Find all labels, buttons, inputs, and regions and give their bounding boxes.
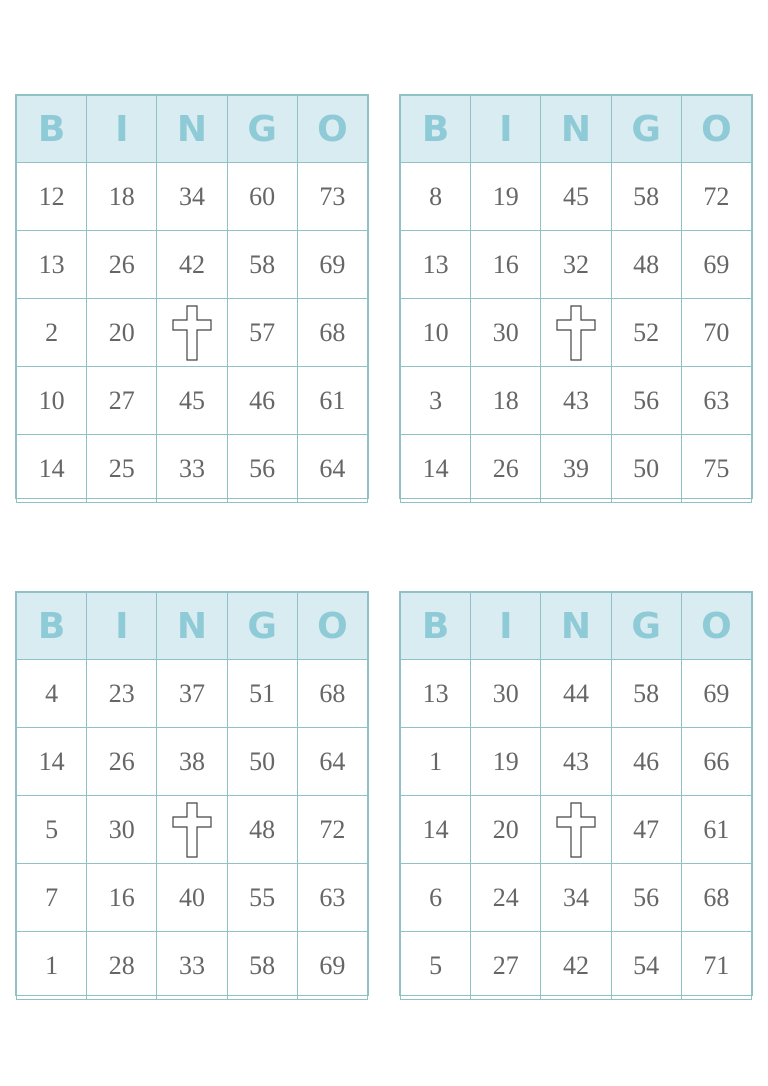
bingo-header-letter: G	[611, 593, 681, 660]
bingo-header-row	[401, 96, 752, 163]
bingo-row	[401, 231, 752, 299]
bingo-header-letter: O	[681, 593, 751, 660]
number-cell[interactable]: 56	[227, 435, 297, 503]
number-cell[interactable]: 1	[401, 728, 471, 796]
number-cell[interactable]: 18	[471, 367, 541, 435]
bingo-header-letter: G	[227, 593, 297, 660]
number-cell[interactable]: 14	[401, 796, 471, 864]
bingo-row	[401, 728, 752, 796]
bingo-grid	[16, 95, 368, 503]
bingo-header-row	[401, 593, 752, 660]
bingo-row	[401, 660, 752, 728]
number-cell[interactable]: 40	[157, 864, 227, 932]
number-cell[interactable]: 20	[471, 796, 541, 864]
number-cell[interactable]: 3	[401, 367, 471, 435]
bingo-header-letter: B	[401, 593, 471, 660]
bingo-row	[17, 864, 368, 932]
bingo-header-letter: O	[681, 96, 751, 163]
number-cell[interactable]: 69	[297, 231, 367, 299]
cross-icon	[172, 305, 212, 361]
number-cell[interactable]: 30	[471, 299, 541, 367]
number-cell[interactable]: 51	[227, 660, 297, 728]
number-cell[interactable]: 13	[401, 231, 471, 299]
number-cell[interactable]: 46	[227, 367, 297, 435]
number-cell[interactable]: 13	[17, 231, 87, 299]
number-cell[interactable]: 5	[401, 932, 471, 1000]
bingo-row	[17, 299, 368, 367]
number-cell[interactable]: 72	[681, 163, 751, 231]
number-cell[interactable]: 34	[157, 163, 227, 231]
number-cell[interactable]: 57	[227, 299, 297, 367]
number-cell[interactable]: 26	[87, 231, 157, 299]
number-cell[interactable]: 8	[401, 163, 471, 231]
bingo-row	[17, 660, 368, 728]
bingo-header-letter: I	[87, 96, 157, 163]
number-cell[interactable]: 2	[17, 299, 87, 367]
bingo-card	[399, 94, 753, 499]
bingo-header-letter: N	[541, 96, 611, 163]
bingo-card	[15, 94, 369, 499]
number-cell[interactable]: 38	[157, 728, 227, 796]
number-cell[interactable]: 56	[611, 864, 681, 932]
number-cell[interactable]: 30	[87, 796, 157, 864]
number-cell[interactable]: 69	[681, 231, 751, 299]
bingo-header-letter: I	[471, 593, 541, 660]
number-cell[interactable]: 68	[297, 660, 367, 728]
number-cell[interactable]: 20	[87, 299, 157, 367]
number-cell[interactable]: 43	[541, 728, 611, 796]
number-cell[interactable]: 19	[471, 163, 541, 231]
number-cell[interactable]: 60	[227, 163, 297, 231]
bingo-header-letter: B	[17, 593, 87, 660]
number-cell[interactable]: 64	[297, 435, 367, 503]
free-space-cell[interactable]	[541, 299, 611, 367]
number-cell[interactable]: 4	[17, 660, 87, 728]
number-cell[interactable]: 50	[611, 435, 681, 503]
bingo-header-letter: N	[541, 593, 611, 660]
bingo-row	[401, 367, 752, 435]
number-cell[interactable]: 66	[681, 728, 751, 796]
number-cell[interactable]: 72	[297, 796, 367, 864]
number-cell[interactable]: 54	[611, 932, 681, 1000]
bingo-row	[401, 163, 752, 231]
number-cell[interactable]: 25	[87, 435, 157, 503]
number-cell[interactable]: 69	[297, 932, 367, 1000]
number-cell[interactable]: 58	[611, 660, 681, 728]
number-cell[interactable]: 61	[681, 796, 751, 864]
number-cell[interactable]: 55	[227, 864, 297, 932]
bingo-row	[17, 728, 368, 796]
number-cell[interactable]: 33	[157, 435, 227, 503]
number-cell[interactable]: 63	[681, 367, 751, 435]
cross-icon	[172, 802, 212, 858]
number-cell[interactable]: 58	[227, 932, 297, 1000]
number-cell[interactable]: 48	[227, 796, 297, 864]
number-cell[interactable]: 33	[157, 932, 227, 1000]
number-cell[interactable]: 48	[611, 231, 681, 299]
number-cell[interactable]: 37	[157, 660, 227, 728]
bingo-grid	[400, 592, 752, 1000]
number-cell[interactable]: 16	[471, 231, 541, 299]
cross-icon	[556, 305, 596, 361]
number-cell[interactable]: 42	[541, 932, 611, 1000]
number-cell[interactable]: 45	[541, 163, 611, 231]
number-cell[interactable]: 26	[471, 435, 541, 503]
bingo-grid	[400, 95, 752, 503]
bingo-header-letter: O	[297, 593, 367, 660]
number-cell[interactable]: 70	[681, 299, 751, 367]
bingo-header-letter: N	[157, 593, 227, 660]
bingo-header-row	[17, 96, 368, 163]
bingo-row	[17, 163, 368, 231]
number-cell[interactable]: 16	[87, 864, 157, 932]
number-cell[interactable]: 73	[297, 163, 367, 231]
number-cell[interactable]: 50	[227, 728, 297, 796]
bingo-row	[401, 864, 752, 932]
bingo-row	[17, 435, 368, 503]
cross-icon	[556, 802, 596, 858]
bingo-row	[17, 796, 368, 864]
number-cell[interactable]: 45	[157, 367, 227, 435]
number-cell[interactable]: 63	[297, 864, 367, 932]
bingo-header-row	[17, 593, 368, 660]
number-cell[interactable]: 42	[157, 231, 227, 299]
number-cell[interactable]: 10	[401, 299, 471, 367]
bingo-header-letter: B	[17, 96, 87, 163]
number-cell[interactable]: 7	[17, 864, 87, 932]
number-cell[interactable]: 58	[611, 163, 681, 231]
number-cell[interactable]: 43	[541, 367, 611, 435]
number-cell[interactable]: 69	[681, 660, 751, 728]
bingo-row	[401, 932, 752, 1000]
number-cell[interactable]: 58	[227, 231, 297, 299]
free-space-cell[interactable]	[541, 796, 611, 864]
bingo-header-letter: I	[87, 593, 157, 660]
bingo-card	[15, 591, 369, 996]
number-cell[interactable]: 14	[401, 435, 471, 503]
number-cell[interactable]: 32	[541, 231, 611, 299]
number-cell[interactable]: 71	[681, 932, 751, 1000]
number-cell[interactable]: 10	[17, 367, 87, 435]
number-cell[interactable]: 6	[401, 864, 471, 932]
number-cell[interactable]: 47	[611, 796, 681, 864]
number-cell[interactable]: 19	[471, 728, 541, 796]
number-cell[interactable]: 44	[541, 660, 611, 728]
bingo-header-letter: I	[471, 96, 541, 163]
number-cell[interactable]: 23	[87, 660, 157, 728]
number-cell[interactable]: 46	[611, 728, 681, 796]
free-space-cell[interactable]	[157, 299, 227, 367]
bingo-header-letter: O	[297, 96, 367, 163]
bingo-card	[399, 591, 753, 996]
number-cell[interactable]: 52	[611, 299, 681, 367]
number-cell[interactable]: 27	[87, 367, 157, 435]
number-cell[interactable]: 68	[297, 299, 367, 367]
number-cell[interactable]: 1	[17, 932, 87, 1000]
number-cell[interactable]: 14	[17, 435, 87, 503]
bingo-row	[17, 367, 368, 435]
number-cell[interactable]: 12	[17, 163, 87, 231]
number-cell[interactable]: 61	[297, 367, 367, 435]
number-cell[interactable]: 13	[401, 660, 471, 728]
number-cell[interactable]: 28	[87, 932, 157, 1000]
number-cell[interactable]: 24	[471, 864, 541, 932]
bingo-header-letter: N	[157, 96, 227, 163]
bingo-row	[401, 299, 752, 367]
bingo-header-letter: B	[401, 96, 471, 163]
number-cell[interactable]: 34	[541, 864, 611, 932]
number-cell[interactable]: 64	[297, 728, 367, 796]
bingo-grid	[16, 592, 368, 1000]
bingo-header-letter: G	[611, 96, 681, 163]
bingo-row	[17, 231, 368, 299]
bingo-header-letter: G	[227, 96, 297, 163]
number-cell[interactable]: 26	[87, 728, 157, 796]
number-cell[interactable]: 18	[87, 163, 157, 231]
number-cell[interactable]: 27	[471, 932, 541, 1000]
number-cell[interactable]: 56	[611, 367, 681, 435]
number-cell[interactable]: 39	[541, 435, 611, 503]
free-space-cell[interactable]	[157, 796, 227, 864]
number-cell[interactable]: 75	[681, 435, 751, 503]
number-cell[interactable]: 14	[17, 728, 87, 796]
bingo-row	[17, 932, 368, 1000]
number-cell[interactable]: 5	[17, 796, 87, 864]
bingo-row	[401, 435, 752, 503]
bingo-row	[401, 796, 752, 864]
number-cell[interactable]: 30	[471, 660, 541, 728]
number-cell[interactable]: 68	[681, 864, 751, 932]
